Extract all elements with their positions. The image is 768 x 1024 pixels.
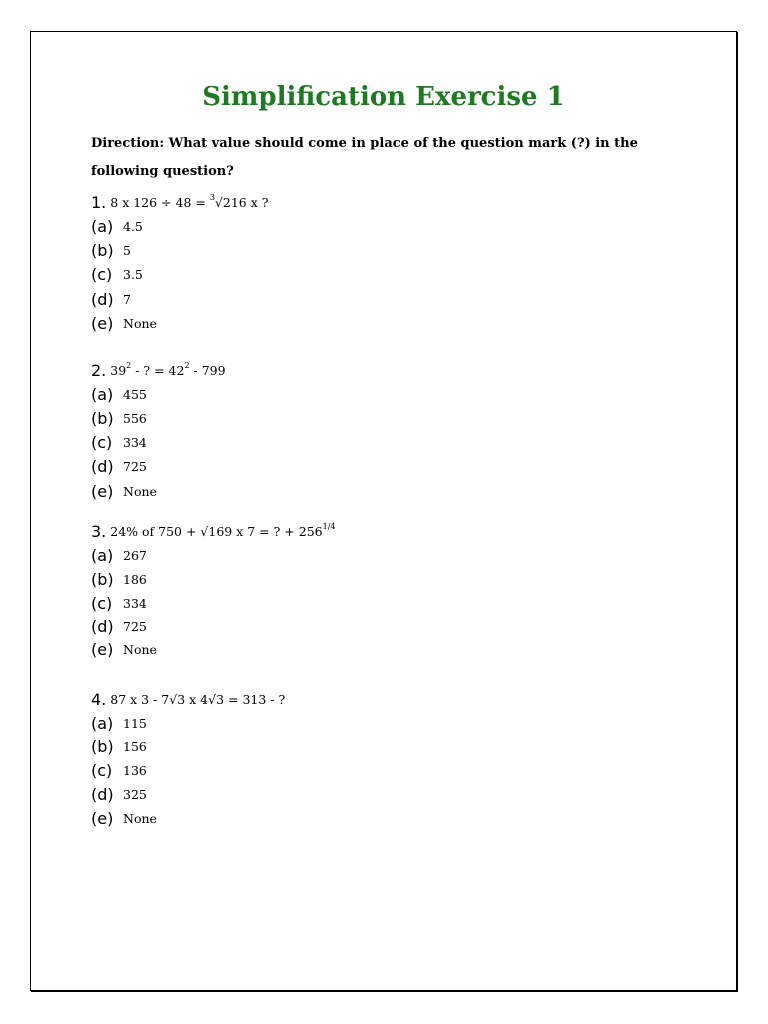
option-label: (b): [91, 240, 114, 260]
question-text-part: √216 x ?: [214, 194, 269, 210]
option-label: (a): [91, 384, 114, 404]
question-4: [91, 687, 691, 831]
question-text: [110, 360, 226, 378]
question-line: [91, 190, 691, 214]
question-3: [91, 519, 691, 661]
document-page: [30, 31, 737, 991]
answer-option: [91, 263, 691, 288]
answer-option: [91, 638, 691, 661]
option-label: (a): [91, 713, 114, 733]
question-text-part: 87 x 3 - 7√3 x 4√3 = 313 - ?: [110, 691, 286, 707]
option-label: (e): [91, 639, 114, 659]
answer-option: [91, 806, 691, 831]
option-value: 556: [123, 410, 147, 426]
answer-option: [91, 615, 691, 638]
direction-text: Direction: What value should come in place of the question mark (?) in the following question?: [91, 136, 638, 179]
option-value: None: [123, 484, 157, 499]
question-2: [91, 358, 691, 504]
option-label: (b): [91, 569, 114, 589]
option-value: 325: [123, 786, 147, 802]
option-value: 725: [123, 459, 147, 474]
option-value: 3.5: [123, 267, 143, 283]
option-label: (d): [91, 457, 114, 476]
answer-option: [91, 783, 691, 807]
option-value: 136: [123, 763, 147, 778]
option-label: (a): [91, 216, 114, 236]
answer-option: [91, 287, 691, 312]
question-line: [91, 519, 691, 543]
question-line: [91, 687, 691, 711]
option-label: (a): [91, 545, 114, 565]
option-label: (b): [91, 408, 114, 428]
page-title: Simplification Exercise 1: [202, 82, 565, 112]
option-label: (e): [91, 482, 114, 501]
option-label: (e): [91, 314, 114, 334]
question-superscript: 1/4: [322, 521, 336, 531]
question-text-part: 39: [110, 362, 127, 378]
answer-option: [91, 382, 691, 406]
answer-option: [91, 214, 691, 238]
question-text-part: - ? = 42: [131, 362, 185, 378]
question-superscript: 2: [184, 360, 190, 370]
question-line: [91, 358, 691, 382]
option-value: 156: [123, 739, 147, 755]
option-label: (d): [91, 616, 114, 636]
option-value: 5: [123, 242, 131, 258]
answer-option: [91, 759, 691, 783]
answer-option: [91, 735, 691, 759]
question-text-part: 24% of 750 + √169 x 7 = ? + 256: [110, 523, 323, 539]
option-value: None: [123, 810, 157, 826]
option-value: 4.5: [123, 218, 143, 234]
option-value: 7: [123, 291, 131, 307]
question-text-part: - 799: [189, 362, 226, 378]
answer-option: [91, 567, 691, 592]
question-text: [110, 521, 336, 539]
question-number: 4.: [91, 689, 107, 709]
question-number: 2.: [91, 360, 107, 380]
option-value: 334: [123, 434, 147, 450]
question-number: 1.: [91, 192, 107, 212]
answer-option: [91, 430, 691, 454]
option-value: 334: [123, 595, 147, 611]
option-label: (e): [91, 808, 114, 828]
question-text: [110, 192, 269, 210]
option-value: 115: [123, 715, 147, 731]
answer-option: [91, 479, 691, 504]
option-label: (c): [91, 593, 113, 613]
answer-option: [91, 406, 691, 430]
question-1: [91, 190, 691, 336]
option-value: 455: [123, 386, 147, 402]
question-superscript: 2: [126, 360, 132, 370]
answer-option: [91, 312, 691, 337]
question-superscript: 3: [209, 192, 215, 202]
option-label: (b): [91, 737, 114, 757]
option-value: 186: [123, 571, 147, 587]
question-text-part: 8 x 126 ÷ 48 =: [110, 194, 210, 210]
option-value: 725: [123, 618, 147, 634]
option-value: 267: [123, 547, 147, 563]
answer-option: [91, 238, 691, 263]
question-text: [110, 692, 285, 707]
option-label: (c): [91, 265, 113, 285]
option-label: (c): [91, 761, 113, 780]
answer-option: [91, 592, 691, 615]
question-number: 3.: [91, 521, 107, 541]
option-label: (d): [91, 289, 114, 309]
option-label: (d): [91, 784, 114, 804]
answer-option: [91, 454, 691, 479]
option-value: None: [123, 316, 157, 332]
answer-option: [91, 711, 691, 735]
option-value: None: [123, 641, 157, 657]
answer-option: [91, 543, 691, 567]
option-label: (c): [91, 432, 113, 452]
